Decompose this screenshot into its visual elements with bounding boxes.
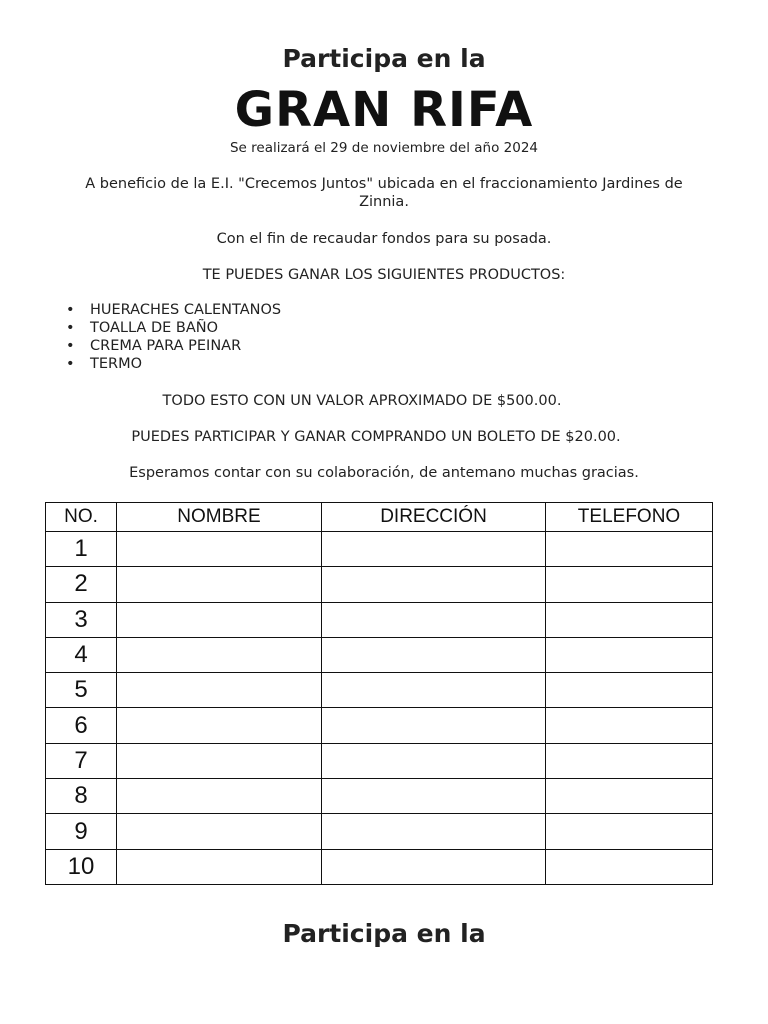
nombre-cell [117,743,322,778]
purpose-text: Con el fin de recaudar fondos para su posada. [216,231,552,247]
nombre-cell [117,849,322,884]
nombre-cell [117,602,322,637]
list-item [66,337,281,355]
direccion-cell [322,849,546,884]
table-row [46,708,713,743]
table-row [46,532,713,567]
row-number: 1 [46,532,117,567]
direccion-cell [322,602,546,637]
prize-label: TERMO [90,356,143,372]
row-number: 3 [46,602,117,637]
telefono-cell [546,532,713,567]
table-row [46,849,713,884]
telefono-cell [546,637,713,672]
table-row [46,567,713,602]
bullet-icon: • [66,356,75,372]
prize-list [66,301,281,373]
row-number: 2 [46,567,117,602]
nombre-cell [117,637,322,672]
direccion-cell [322,708,546,743]
telefono-cell [546,673,713,708]
direccion-cell [322,814,546,849]
pre-title: Participa en la [282,44,486,73]
direccion-cell [322,532,546,567]
row-number: 5 [46,673,117,708]
table-row [46,779,713,814]
row-number: 7 [46,743,117,778]
table-header-row [46,503,713,532]
value-note: TODO ESTO CON UN VALOR APROXIMADO DE $500.00. [162,393,562,409]
row-number: 4 [46,637,117,672]
participants-table [45,502,713,885]
thanks-text: Esperamos contar con su colaboración, de antemano muchas gracias. [129,465,639,481]
table-row [46,814,713,849]
telefono-cell [546,602,713,637]
bullet-icon: • [66,302,75,318]
prize-label: CREMA PARA PEINAR [90,338,242,354]
column-header-no: NO. [46,503,117,532]
nombre-cell [117,532,322,567]
nombre-cell [117,673,322,708]
list-item [66,319,281,337]
column-header-direccion: DIRECCIÓN [322,503,546,532]
prize-label: HUERACHES CALENTANOS [90,302,282,318]
direccion-cell [322,673,546,708]
row-number: 6 [46,708,117,743]
telefono-cell [546,779,713,814]
telefono-cell [546,708,713,743]
nombre-cell [117,567,322,602]
table-row [46,602,713,637]
table-row [46,743,713,778]
telefono-cell [546,849,713,884]
direccion-cell [322,743,546,778]
column-header-telefono: TELEFONO [546,503,713,532]
list-item [66,355,281,373]
telefono-cell [546,743,713,778]
direccion-cell [322,779,546,814]
beneficiary-text: A beneficio de la E.I. "Crecemos Juntos" ubicada en el fraccionamiento Jardines de Zinnia. [85,176,683,210]
prizes-intro: TE PUEDES GANAR LOS SIGUIENTES PRODUCTOS: [202,267,566,283]
direccion-cell [322,567,546,602]
row-number: 10 [46,849,117,884]
row-number: 8 [46,779,117,814]
prize-label: TOALLA DE BAÑO [90,320,219,336]
list-item [66,301,281,319]
nombre-cell [117,779,322,814]
direccion-cell [322,637,546,672]
bullet-icon: • [66,320,75,336]
row-number: 9 [46,814,117,849]
table-row [46,637,713,672]
telefono-cell [546,814,713,849]
nombre-cell [117,708,322,743]
nombre-cell [117,814,322,849]
footer-pre-title: Participa en la [282,919,486,948]
telefono-cell [546,567,713,602]
page-title: GRAN RIFA [234,82,534,138]
column-header-nombre: NOMBRE [117,503,322,532]
table-row [46,673,713,708]
ticket-note: PUEDES PARTICIPAR Y GANAR COMPRANDO UN BOLETO DE $20.00. [131,429,621,445]
bullet-icon: • [66,338,75,354]
raffle-date: Se realizará el 29 de noviembre del año 2024 [229,140,539,156]
